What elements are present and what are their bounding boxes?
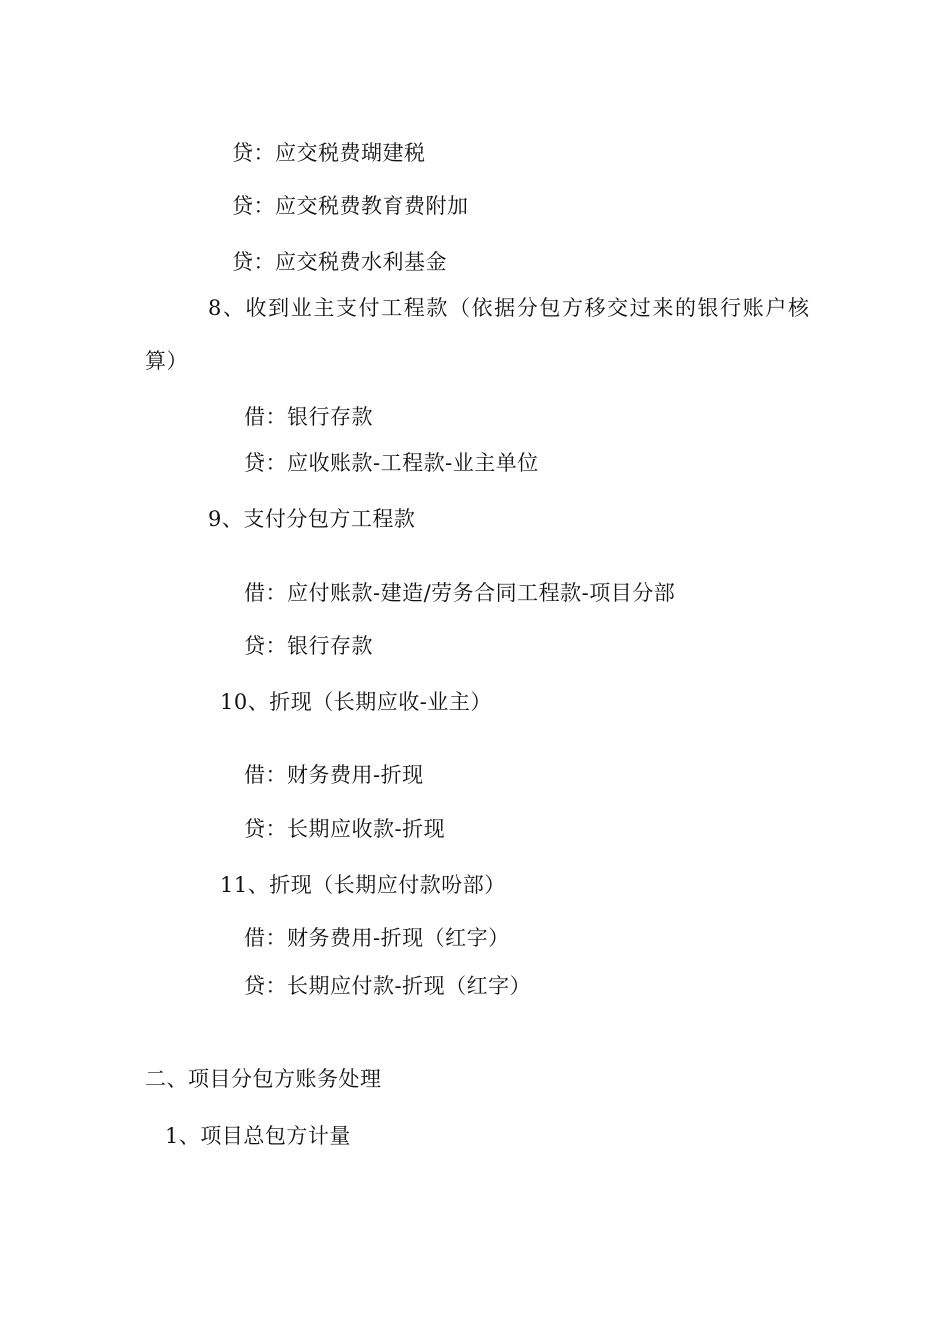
- credit-line-receivable-owner: 贷：应收账款-工程款-业主单位: [244, 451, 539, 475]
- section-2-item-1-heading: 1、项目总包方计量: [165, 1124, 351, 1148]
- item-11-heading: 11、折现（长期应付款吩部）: [220, 873, 506, 897]
- item-10-heading: 10、折现（长期应收-业主）: [220, 690, 492, 714]
- item-8-heading-continued: 算）: [145, 349, 188, 373]
- debit-line-finance-expense: 借：财务费用-折现: [244, 763, 424, 787]
- credit-line-urban-tax: 贷：应交税费瑚建税: [232, 141, 426, 165]
- credit-line-education-surcharge: 贷：应交税费教育费附加: [232, 194, 469, 218]
- credit-line-long-term-receivable: 贷：长期应收款-折现: [244, 817, 446, 841]
- debit-line-payable-contract: 借：应付账款-建造/劳务合同工程款-项目分部: [244, 581, 676, 605]
- credit-line-water-fund: 贷：应交税费水利基金: [232, 250, 447, 274]
- debit-line-finance-expense-red: 借：财务费用-折现（红字）: [244, 926, 510, 950]
- section-2-heading: 二、项目分包方账务处理: [145, 1067, 382, 1091]
- item-8-heading: 8、收到业主支付工程款（依据分包方移交过来的银行账户核: [208, 296, 811, 320]
- credit-line-long-term-payable-red: 贷：长期应付款-折现（红字）: [244, 974, 532, 998]
- debit-line-bank-deposit: 借：银行存款: [244, 405, 373, 429]
- credit-line-bank-deposit: 贷：银行存款: [244, 634, 373, 658]
- item-9-heading: 9、支付分包方工程款: [208, 507, 416, 531]
